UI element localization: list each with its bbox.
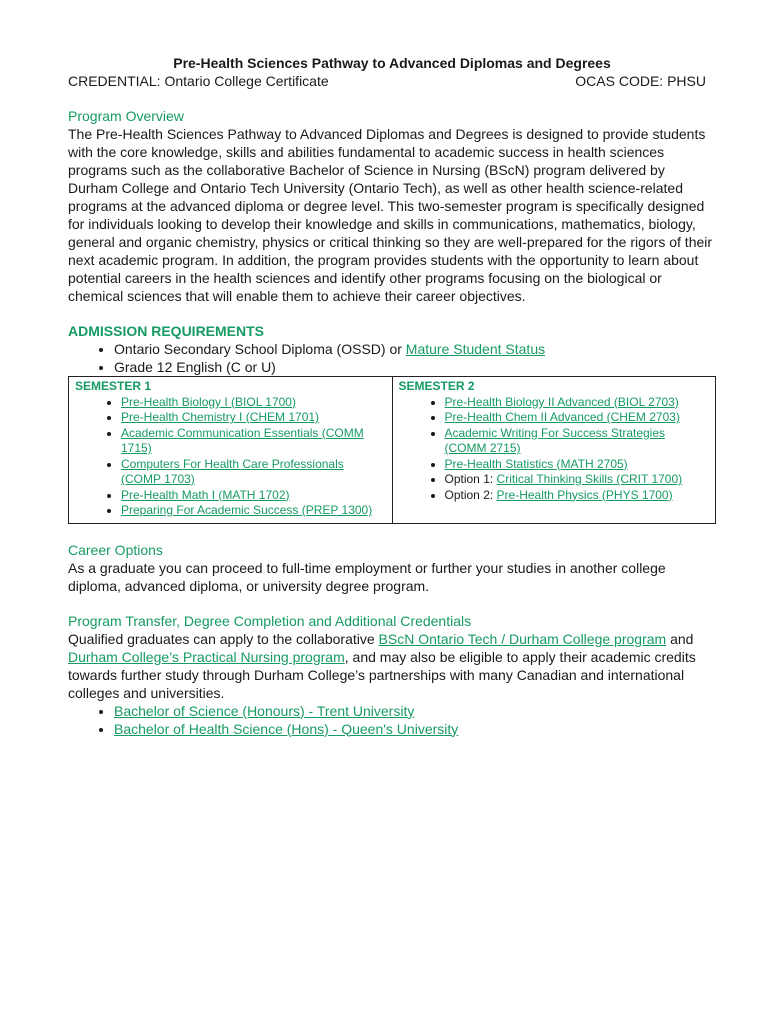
career-heading: Career Options — [68, 541, 163, 558]
admission-list — [68, 340, 716, 376]
course-link-comp-1703[interactable]: Computers For Health Care Professionals (COMP 1703) — [121, 456, 344, 486]
list-item — [121, 503, 386, 519]
list-item — [445, 395, 710, 411]
transfer-text-b: and — [666, 630, 694, 647]
transfer-links-list — [68, 702, 716, 738]
mature-student-status-link[interactable]: Mature Student Status — [405, 341, 546, 357]
transfer-text-a: Qualified graduates can apply to the collaborative — [68, 630, 379, 647]
semester-1-cell — [69, 377, 393, 524]
course-link-math-2705[interactable]: Pre-Health Statistics (MATH 2705) — [444, 456, 628, 471]
list-item — [114, 720, 716, 738]
queens-university-link[interactable]: Bachelor of Health Science (Hons) - Queen's University — [114, 720, 459, 737]
credential-row — [68, 72, 716, 90]
semester-2-heading: SEMESTER 2 — [398, 379, 475, 393]
trent-university-link[interactable]: Bachelor of Science (Honours) - Trent University — [114, 702, 415, 719]
career-text: As a graduate you can proceed to full-time employment or further your studies in another college diploma, advanced diploma, or university degree program. — [68, 559, 666, 594]
course-link-chem-2703[interactable]: Pre-Health Chem II Advanced (CHEM 2703) — [444, 410, 680, 424]
course-link-comm-1715[interactable]: Academic Communication Essentials (COMM 1715) — [121, 425, 364, 455]
course-link-prep-1300[interactable]: Preparing For Academic Success (PREP 1300) — [121, 503, 373, 517]
admission-item-ossd — [114, 340, 716, 358]
list-item — [121, 488, 386, 504]
admission-item-english: • Grade 12 English (C or U) — [114, 358, 716, 376]
list-item — [445, 488, 710, 504]
overview-heading: Program Overview — [68, 108, 184, 124]
semester-2-cell — [392, 377, 716, 524]
list-item — [445, 426, 710, 457]
list-item — [121, 426, 386, 457]
credential-label: CREDENTIAL: Ontario College Certificate — [68, 73, 329, 89]
course-link-chem-1701[interactable]: Pre-Health Chemistry I (CHEM 1701) — [121, 410, 320, 424]
course-link-math-1702[interactable]: Pre-Health Math I (MATH 1702) — [121, 487, 290, 502]
transfer-heading: Program Transfer, Degree Completion and Additional Credentials — [68, 612, 472, 629]
admission-heading: ADMISSION REQUIREMENTS — [68, 323, 265, 339]
semester-table — [68, 376, 716, 524]
option-1-label: Option 1: — [444, 472, 497, 486]
admission-item-ossd-text: Ontario Secondary School Diploma (OSSD) or — [114, 341, 406, 357]
option-2-label: Option 2: — [444, 487, 497, 502]
course-link-biol-1700[interactable]: Pre-Health Biology I (BIOL 1700) — [121, 394, 296, 409]
list-item — [121, 410, 386, 426]
page-title: Pre-Health Sciences Pathway to Advanced Diplomas and Degrees — [173, 55, 611, 71]
course-link-crit-1700[interactable]: Critical Thinking Skills (CRIT 1700) — [496, 472, 683, 486]
list-item — [445, 457, 710, 473]
transfer-text-c: , and may also be eligible to apply their academic credits towards further study through Durham College’s partnerships with many Canadian and international colleges and universities. — [68, 648, 696, 701]
document-page — [68, 54, 716, 738]
list-item — [445, 472, 710, 488]
bscn-program-link[interactable]: BScN Ontario Tech / Durham College program — [378, 630, 667, 647]
transfer-text — [68, 630, 716, 702]
semester-1-heading: SEMESTER 1 — [75, 379, 152, 393]
course-link-comm-2715[interactable]: Academic Writing For Success Strategies (COMM 2715) — [444, 425, 666, 455]
list-item — [121, 457, 386, 488]
semester-1-course-list — [75, 395, 386, 519]
semester-2-course-list — [399, 395, 710, 504]
list-item — [121, 395, 386, 411]
list-item — [445, 410, 710, 426]
ocas-code: OCAS CODE: PHSU — [575, 73, 706, 89]
course-link-phys-1700[interactable]: Pre-Health Physics (PHYS 1700) — [496, 487, 673, 502]
practical-nursing-link[interactable]: Durham College’s Practical Nursing program — [68, 648, 345, 665]
course-link-biol-2703[interactable]: Pre-Health Biology II Advanced (BIOL 2703) — [444, 394, 679, 409]
overview-text: The Pre-Health Sciences Pathway to Advanced Diplomas and Degrees is designed to provide students with the core knowledge, skills and abilities fundamental to academic success in health sciences programs such as the collaborative Bachelor of Science in Nursing (BScN) program delivered by Durham College and Ontario Tech University (Ontario Tech), as well as other health science-related programs at the advanced diploma or degree level. This two-semester program is specifically designed for individuals looking to develop their knowledge and skills in communications, mathematics, biology, general and organic chemistry, physics or critical thinking so they are well-prepared for the rigors of their next academic program. In addition, the program provides students with the opportunity to learn about potential careers in the health sciences and identify other programs focusing on the biological or chemical sciences that will enable them to achieve their career objectives. — [68, 126, 713, 304]
list-item — [114, 702, 716, 720]
